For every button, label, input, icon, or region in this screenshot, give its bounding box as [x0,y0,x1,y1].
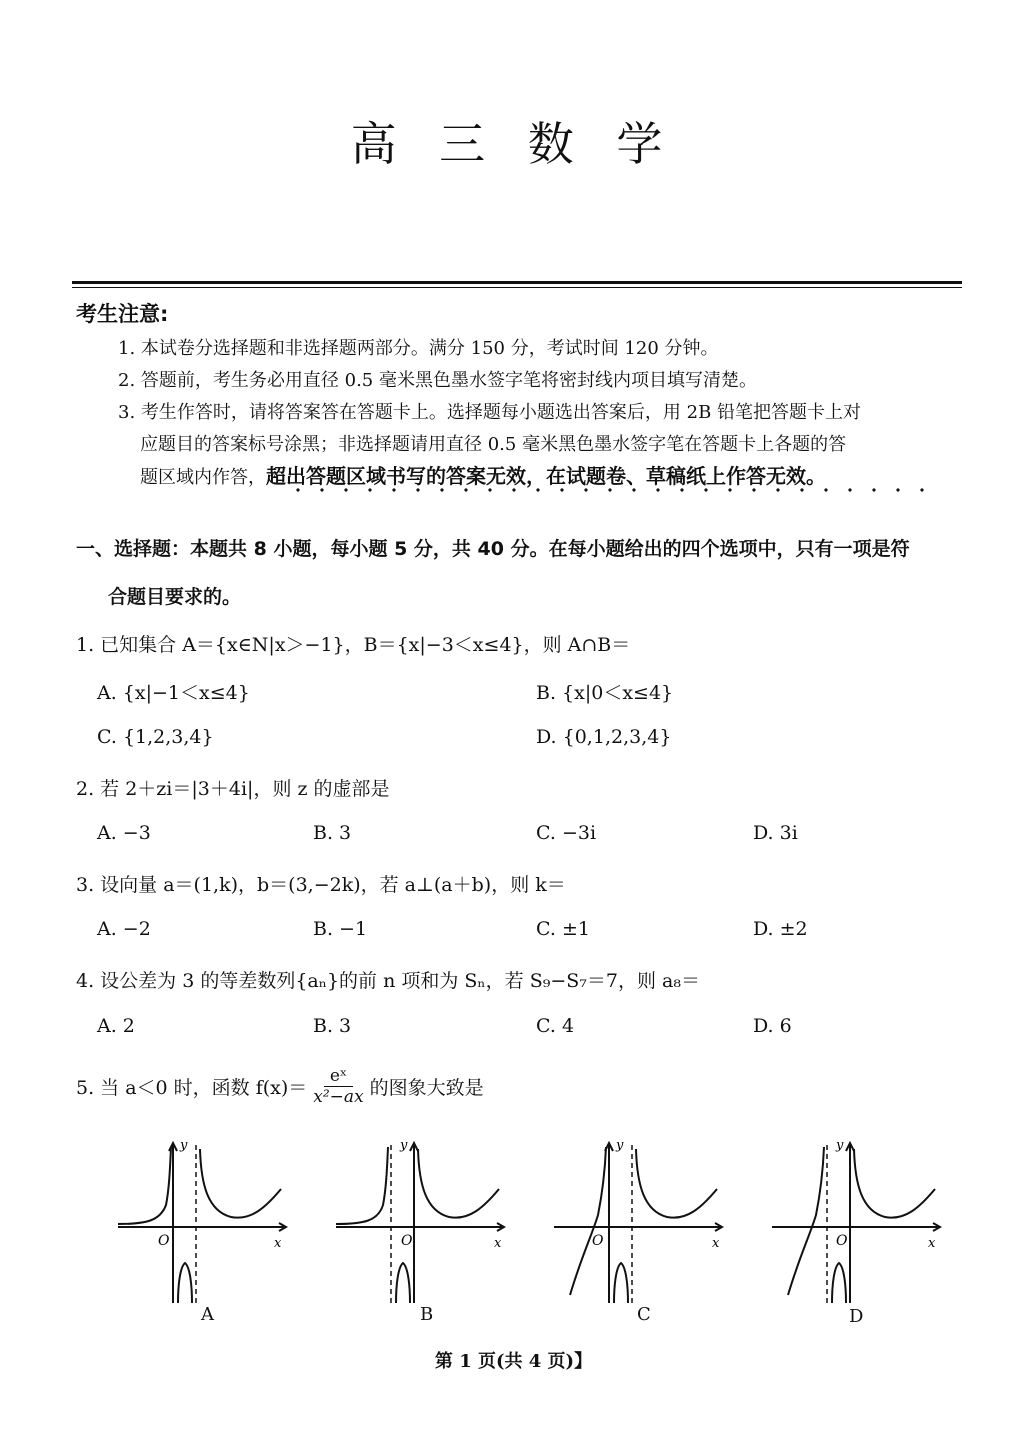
question-2-option-d: D. 3i [753,822,798,844]
notice-line-2: 2. 答题前，考生务必用直径 0.5 毫米黑色墨水签字笔将密封线内项目填写清楚。 [118,370,757,391]
notice-line-3a: 3. 考生作答时，请将答案答在答题卡上。选择题每小题选出答案后，用 2B 铅笔把答题卡上对 [118,402,862,423]
question-4-stem: 4. 设公差为 3 的等差数列{aₙ}的前 n 项和为 Sₙ，若 S₉−S₇＝7，则 a₈＝ [76,970,700,992]
question-4-option-a: A. 2 [97,1015,135,1037]
graph-c [552,1135,732,1310]
question-3-option-a: A. −2 [97,918,151,940]
question-3-option-c: C. ±1 [536,918,590,940]
graph-a [116,1135,296,1310]
question-1-option-b: B. {x|0＜x≤4} [536,682,674,704]
graph-c-y-label: y [616,1138,624,1153]
notice-line-3c [140,460,826,489]
page-title: 高 三 数 学 [350,117,677,171]
page-footer: 第 1 页(共 4 页)】 [434,1351,593,1372]
question-3-stem: 3. 设向量 a＝(1,k)，b＝(3,−2k)，若 a⊥(a＋b)，则 k＝ [76,874,566,896]
graph-b-label: B [420,1304,434,1325]
question-3-option-b: B. −1 [313,918,368,940]
graph-b-x-label: x [494,1236,502,1251]
header-rule-thin [72,287,962,288]
graph-b-origin: O [401,1233,413,1249]
graph-d-label: D [849,1306,864,1327]
question-1-option-c: C. {1,2,3,4} [97,726,214,748]
section-heading-line2: 合题目要求的。 [108,586,242,608]
question-1-stem: 1. 已知集合 A＝{x∈N|x＞−1}，B＝{x|−3＜x≤4}，则 A∩B＝ [76,634,631,656]
question-4-option-c: C. 4 [536,1015,575,1037]
question-5-stem [76,1066,484,1107]
question-5-suffix: 的图象大致是 [369,1077,484,1099]
graph-b [334,1135,514,1310]
graph-d-origin: O [836,1233,848,1249]
graph-a-y-label: y [180,1138,188,1153]
graph-c-origin: O [592,1233,604,1249]
question-3-option-d: D. ±2 [753,918,808,940]
graph-d-x-label: x [928,1236,936,1251]
graph-a-x-label: x [274,1236,282,1251]
notice-heading: 考生注意: [76,302,169,326]
graph-c-x-label: x [712,1236,720,1251]
question-5-fraction [309,1066,367,1107]
question-5-prefix: 5. 当 a＜0 时，函数 f(x)＝ [76,1077,308,1099]
fraction-denominator: x²−ax [313,1087,364,1107]
question-4-option-b: B. 3 [313,1015,352,1037]
header-rule-thick [72,281,962,284]
question-2-option-b: B. 3 [313,822,352,844]
graph-c-label: C [637,1304,651,1325]
notice-line-3b: 应题目的答案标号涂黑；非选择题请用直径 0.5 毫米黑色墨水签字笔在答题卡上各题的答 [140,434,847,455]
graph-d-y-label: y [836,1138,844,1153]
question-2-stem: 2. 若 2＋zi＝|3＋4i|，则 z 的虚部是 [76,778,390,800]
question-2-option-a: A. −3 [97,822,151,844]
question-2-option-c: C. −3i [536,822,597,844]
question-1-option-a: A. {x|−1＜x≤4} [97,682,250,704]
section-heading-line1: 一、选择题：本题共 8 小题，每小题 5 分，共 40 分。在每小题给出的四个选项中，只有一项是符 [76,538,910,560]
emphasis-dots [286,488,926,492]
graph-a-label: A [201,1304,214,1325]
question-4-option-d: D. 6 [753,1015,792,1037]
notice-emphasis: 超出答题区域书写的答案无效，在试题卷、草稿纸上作答无效。 [266,464,826,488]
fraction-numerator: eˣ [324,1066,353,1087]
graph-a-origin: O [158,1233,170,1249]
question-1-option-d: D. {0,1,2,3,4} [536,726,672,748]
graph-d [770,1135,950,1310]
notice-line-1: 1. 本试卷分选择题和非选择题两部分。满分 150 分，考试时间 120 分钟。 [118,338,719,359]
graph-b-y-label: y [400,1138,408,1153]
notice-line-3c-plain: 题区域内作答， [140,467,266,488]
